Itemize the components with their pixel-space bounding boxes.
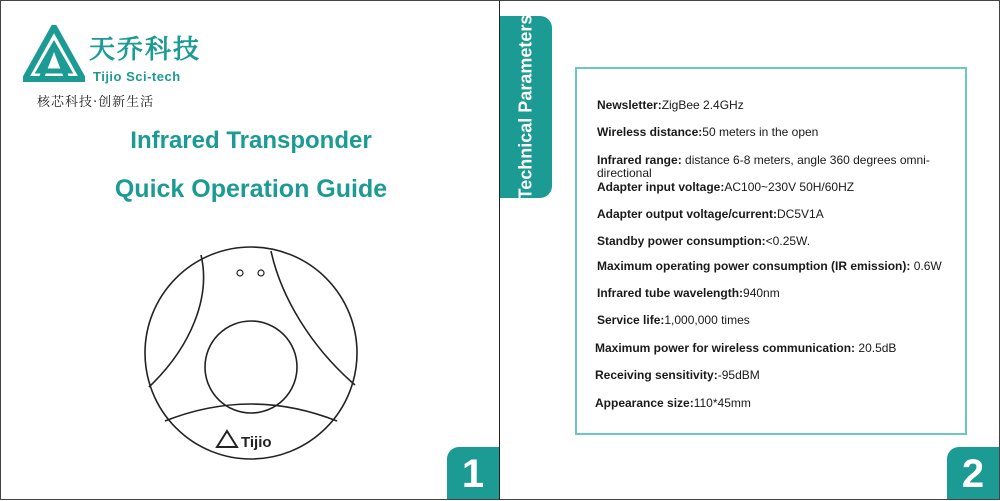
parameters-page: [500, 0, 1000, 500]
param-key: Maximum operating power consumption (IR emission):: [597, 259, 911, 273]
product-title: Infrared Transponder: [130, 127, 372, 154]
param-row: [595, 397, 965, 410]
tijio-logo-icon: [23, 25, 85, 85]
param-value: 0.6W: [910, 259, 942, 273]
param-row: [595, 369, 965, 382]
param-key: Wireless distance:: [597, 125, 703, 139]
param-key: Standby power consumption:: [597, 234, 766, 248]
device-illustration: [141, 237, 361, 463]
cover-page: [0, 0, 500, 500]
param-value: distance 6-8 meters, angle 360 degrees omni-directional: [597, 153, 930, 180]
page-number: 2: [947, 447, 999, 499]
brand-logo: [23, 25, 213, 110]
parameters-box: [575, 67, 967, 435]
param-row: [597, 208, 967, 221]
param-value: 50 meters in the open: [702, 125, 819, 139]
param-key: Appearance size:: [595, 396, 694, 410]
param-value: ZigBee 2.4GHz: [661, 98, 744, 112]
param-value: 940nm: [743, 286, 780, 300]
param-key: Newsletter:: [597, 98, 662, 112]
param-row: [597, 181, 967, 194]
guide-title: Quick Operation Guide: [114, 175, 388, 203]
param-row: [597, 99, 967, 112]
param-key: Service life:: [597, 313, 665, 327]
param-value: -95dBM: [717, 368, 760, 382]
param-row: [597, 260, 967, 273]
param-key: Adapter input voltage:: [597, 180, 725, 194]
param-value: 20.5dB: [855, 341, 897, 355]
param-row: [597, 235, 967, 248]
page-number: 1: [447, 447, 499, 499]
param-value: 1,000,000 times: [664, 313, 750, 327]
brand-name-cn: 天乔科技: [89, 35, 202, 65]
param-row: [597, 287, 967, 300]
device-label: Tijio: [241, 434, 272, 451]
param-value: 110*45mm: [693, 396, 751, 410]
param-row: [597, 314, 967, 327]
param-key: Maximum power for wireless communication:: [595, 341, 856, 355]
param-row: [595, 342, 965, 355]
brand-name-en: Tijio Sci-tech: [93, 69, 181, 84]
param-row: [597, 126, 967, 139]
param-key: Receiving sensitivity:: [595, 368, 718, 382]
param-key: Infrared tube wavelength:: [597, 286, 744, 300]
param-row: [597, 154, 967, 180]
param-key: Infrared range:: [597, 153, 682, 167]
param-key: Adapter output voltage/current:: [597, 207, 778, 221]
brand-slogan: 核芯科技·创新生活: [37, 95, 155, 110]
section-tab-label: Technical Parameters: [515, 14, 536, 200]
section-tab: [500, 16, 552, 198]
param-value: AC100~230V 50H/60HZ: [724, 180, 855, 194]
param-value: <0.25W.: [765, 234, 811, 248]
param-value: DC5V1A: [777, 207, 824, 221]
